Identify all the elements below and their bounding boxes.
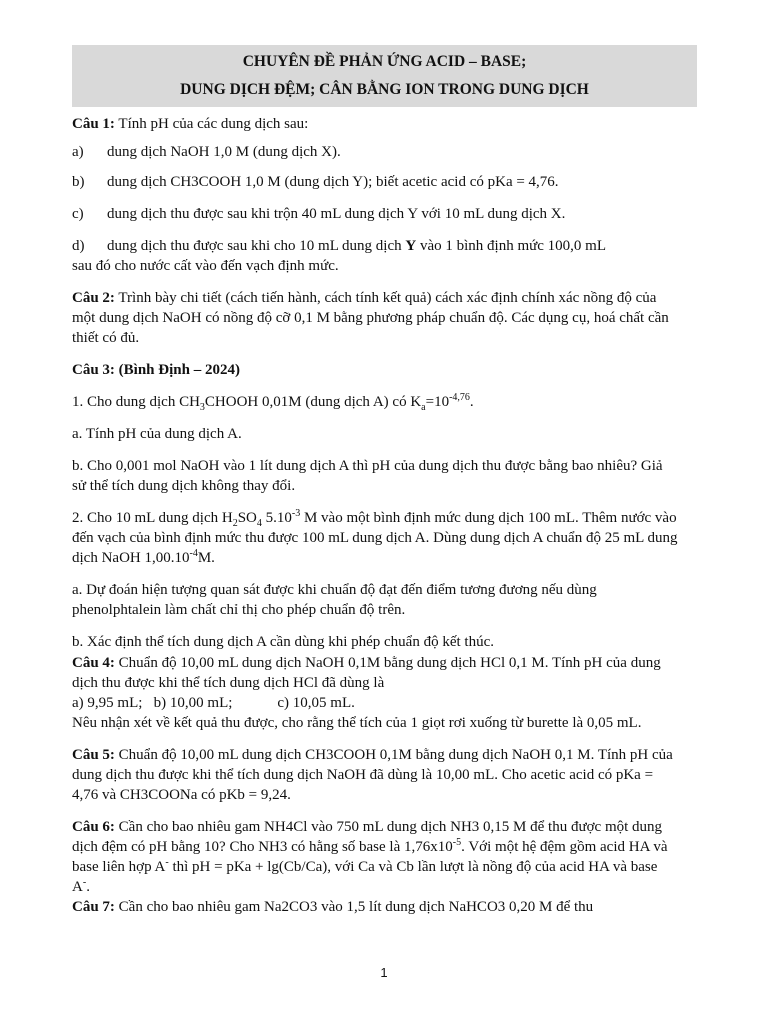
- q1-item-a: [72, 142, 678, 162]
- q1-intro: [72, 114, 678, 134]
- q5: [72, 745, 678, 805]
- q3-b2: b. Xác định thể tích dung dịch A cần dùng khi phép chuẩn độ kết thúc.: [72, 634, 494, 650]
- q3-p2-sup2: -4: [189, 548, 198, 559]
- q1-d-post: vào 1 bình định mức 100,0 mL: [416, 238, 607, 254]
- q7-text: Cần cho bao nhiêu gam Na2CO3 vào 1,5 lít dung dịch NaHCO3 0,20 M để thu: [114, 899, 594, 915]
- q4-text: Chuẩn độ 10,00 mL dung dịch NaOH 0,1M bằng dung dịch HCl 0,1 M. Tính pH của dung dịch thu được khi thể tích dung dịch HCl đã dùng là: [72, 655, 661, 691]
- q1-intro-text: Tính pH của các dung dịch sau:: [114, 116, 309, 132]
- q3-p1-end: .: [469, 394, 474, 410]
- q3-part2: [72, 508, 678, 568]
- q2: [72, 288, 678, 348]
- q4-note: Nêu nhận xét về kết quả thu được, cho rằng thể tích của 1 giọt rơi xuống từ burette là 0,05 mL.: [72, 715, 642, 731]
- document-body: [72, 112, 678, 917]
- q3-p1-eq: =10: [425, 394, 450, 410]
- q3-p2-rest: M vào một bình định mức dung dịch 100 mL. Thêm nước vào đến vạch của bình định mức thu được 100 mL dung dịch A. Dùng dung dịch A chuẩn độ 25 mL dung dịch NaOH 1,00.10: [72, 510, 678, 566]
- q5-label: Câu 5:: [72, 747, 115, 763]
- q2-text: Trình bày chi tiết (cách tiến hành, cách tính kết quả) cách xác định chính xác nồng độ của một dung dịch NaOH có nồng độ cỡ 0,1 M bằng phương pháp chuẩn độ. Các dụng cụ, hoá chất cần thiết có đủ.: [72, 290, 669, 346]
- title-line-2: DUNG DỊCH ĐỆM; CÂN BẰNG ION TRONG DUNG DỊCH: [180, 81, 589, 98]
- q5-text: Chuẩn độ 10,00 mL dung dịch CH3COOH 0,1M bằng dung dịch NaOH 0,1 M. Tính pH của dung dịch thu được khi thể tích dung dịch NaOH đã dùng là 10,00 mL. Cho acetic acid có pKa = 4,76 và CH3COONa có pKb = 9,24.: [72, 747, 673, 803]
- q1-a-label: a): [72, 144, 84, 160]
- q3-p2-sub2: 4: [256, 518, 262, 529]
- q3-p1-ksub: a: [421, 402, 426, 413]
- q2-label: Câu 2:: [72, 290, 115, 306]
- q3-p2-conc: 5.10: [261, 510, 292, 526]
- q4-label: Câu 4:: [72, 655, 115, 671]
- q1-c-text: dung dịch thu được sau khi trộn 40 mL dung dịch Y với 10 mL dung dịch X.: [107, 206, 566, 222]
- q6-text4: .: [86, 879, 90, 895]
- q1-c-label: c): [72, 206, 84, 222]
- q3-p2-sub1: 2: [232, 518, 238, 529]
- q3-p2-sup: -3: [291, 508, 301, 519]
- title-line-1: CHUYÊN ĐỀ PHẢN ỨNG ACID – BASE;: [242, 53, 527, 70]
- q1-item-b: [72, 172, 678, 192]
- q7: [72, 897, 678, 917]
- q1-d-pre: dung dịch thu được sau khi cho 10 mL dung dịch: [107, 238, 406, 254]
- q6-text2: . Với một hệ đệm gồm acid HA và base liên hợp A: [72, 839, 668, 875]
- q4: [72, 653, 678, 693]
- q3-a2: a. Dự đoán hiện tượng quan sát được khi chuẩn độ đạt đến điểm tương đương nếu dùng phenolphtalein làm chất chỉ thị cho phép chuẩn độ trên.: [72, 582, 597, 618]
- q6-sup3: -: [82, 877, 87, 888]
- q1-d-text: [107, 236, 606, 256]
- q1-b-text: dung dịch CH3COOH 1,0 M (dung dịch Y); biết acetic acid có pKa = 4,76.: [107, 174, 559, 190]
- q3-b: b. Cho 0,001 mol NaOH vào 1 lít dung dịch A thì pH của dung dịch thu được bằng bao nhiêu? Giả sử thể tích dung dịch không thay đổi.: [72, 458, 663, 494]
- q3-p1-pre: 1. Cho dung dịch CH: [72, 394, 200, 410]
- q1-d-y: Y: [405, 238, 417, 254]
- q3-p1-sub: 3: [199, 402, 205, 413]
- q1-item-d: [72, 236, 678, 256]
- q3-p2-end: M.: [197, 550, 215, 566]
- q3-p2-so: SO: [237, 510, 257, 526]
- q3-p2-pre: 2. Cho 10 mL dung dịch H: [72, 510, 233, 526]
- q7-label: Câu 7:: [72, 899, 115, 915]
- q1-a-text: dung dịch NaOH 1,0 M (dung dịch X).: [107, 144, 341, 160]
- q3-a: a. Tính pH của dung dịch A.: [72, 426, 242, 442]
- q3-label: Câu 3: (Bình Định – 2024): [72, 362, 240, 378]
- q6-text3: thì pH = pKa + lg(Cb/Ca), với Ca và Cb lần lượt là nồng độ của acid HA và base A: [72, 859, 658, 895]
- title-banner: [72, 45, 697, 107]
- q1-d-label: d): [72, 238, 85, 254]
- q1-d-continued: sau đó cho nước cất vào đến vạch định mức.: [72, 258, 339, 274]
- q6-text1: Cần cho bao nhiêu gam NH4Cl vào 750 mL dung dịch NH3 0,15 M để thu được một dung dịch đệm có pH bằng 10? Cho NH3 có hằng số base là 1,76x10: [72, 819, 663, 855]
- q1-label: Câu 1:: [72, 116, 115, 132]
- q6-label: Câu 6:: [72, 819, 115, 835]
- q1-b-label: b): [72, 174, 85, 190]
- q6-sup1: -5: [452, 837, 462, 848]
- q3-p1-mid: CHOOH 0,01M (dung dịch A) có K: [204, 394, 422, 410]
- page-number: 1: [380, 965, 388, 980]
- q6-sup2: -: [165, 857, 169, 868]
- q3-p1-sup: -4,76: [449, 392, 470, 403]
- q3-part1: [72, 392, 678, 412]
- q6: [72, 817, 678, 897]
- q4-options: a) 9,95 mL; b) 10,00 mL; c) 10,05 mL.: [72, 695, 355, 711]
- q1-item-c: [72, 204, 678, 224]
